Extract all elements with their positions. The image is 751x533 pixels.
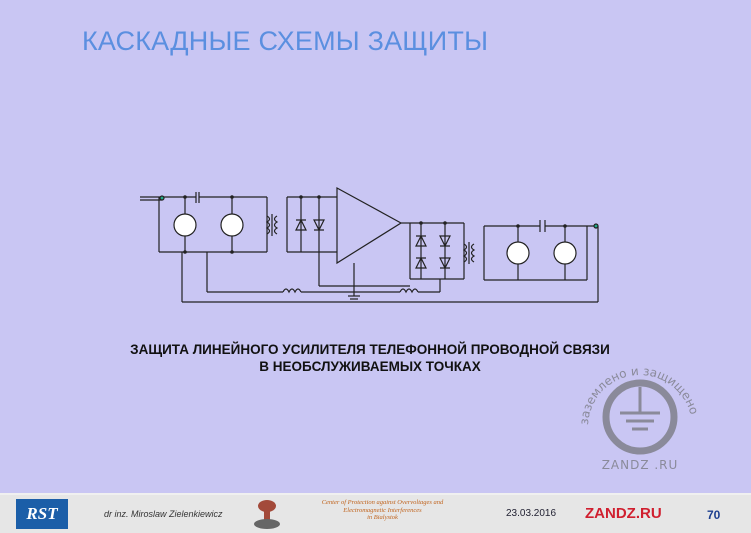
footer-author: dr inz. Miroslaw Zielenkiewicz [104, 509, 223, 519]
gas-arrester-3 [507, 242, 529, 264]
page-number: 70 [707, 508, 721, 522]
caption-line-1: ЗАЩИТА ЛИНЕЙНОГО УСИЛИТЕЛЯ ТЕЛЕФОННОЙ ПРОВОДНОЙ СВЯЗИ [130, 342, 610, 357]
center-line-1: Center of Protection against Overvoltages and [321, 499, 444, 506]
amplifier [337, 188, 401, 263]
slide-title: КАСКАДНЫЕ СХЕМЫ ЗАЩИТЫ [82, 26, 489, 56]
caption-line-2: В НЕОБСЛУЖИВАЕМЫХ ТОЧКАХ [259, 359, 481, 374]
explosion-icon [252, 498, 282, 530]
gas-arrester-1 [174, 214, 196, 236]
center-line-2: Electromagnetic Interferences [343, 506, 422, 514]
footer-site[interactable]: ZANDZ.RU [585, 505, 662, 522]
footer-bar [0, 493, 751, 533]
gas-arrester-4 [554, 242, 576, 264]
gas-arrester-2 [221, 214, 243, 236]
watermark-arc-text: заземлено и защищено [576, 363, 702, 426]
inductor-2 [400, 289, 418, 292]
watermark-bottom-text: ZANDZ .RU [601, 458, 679, 472]
footer-center-text [290, 499, 475, 522]
inductor-1 [283, 289, 301, 292]
diagram-caption [110, 341, 630, 375]
center-line-3: in Bialystok [367, 514, 398, 521]
input-terminal [160, 196, 164, 200]
rst-logo: RST [16, 499, 68, 529]
watermark-logo [570, 345, 710, 480]
footer-date: 23.03.2016 [506, 508, 557, 519]
